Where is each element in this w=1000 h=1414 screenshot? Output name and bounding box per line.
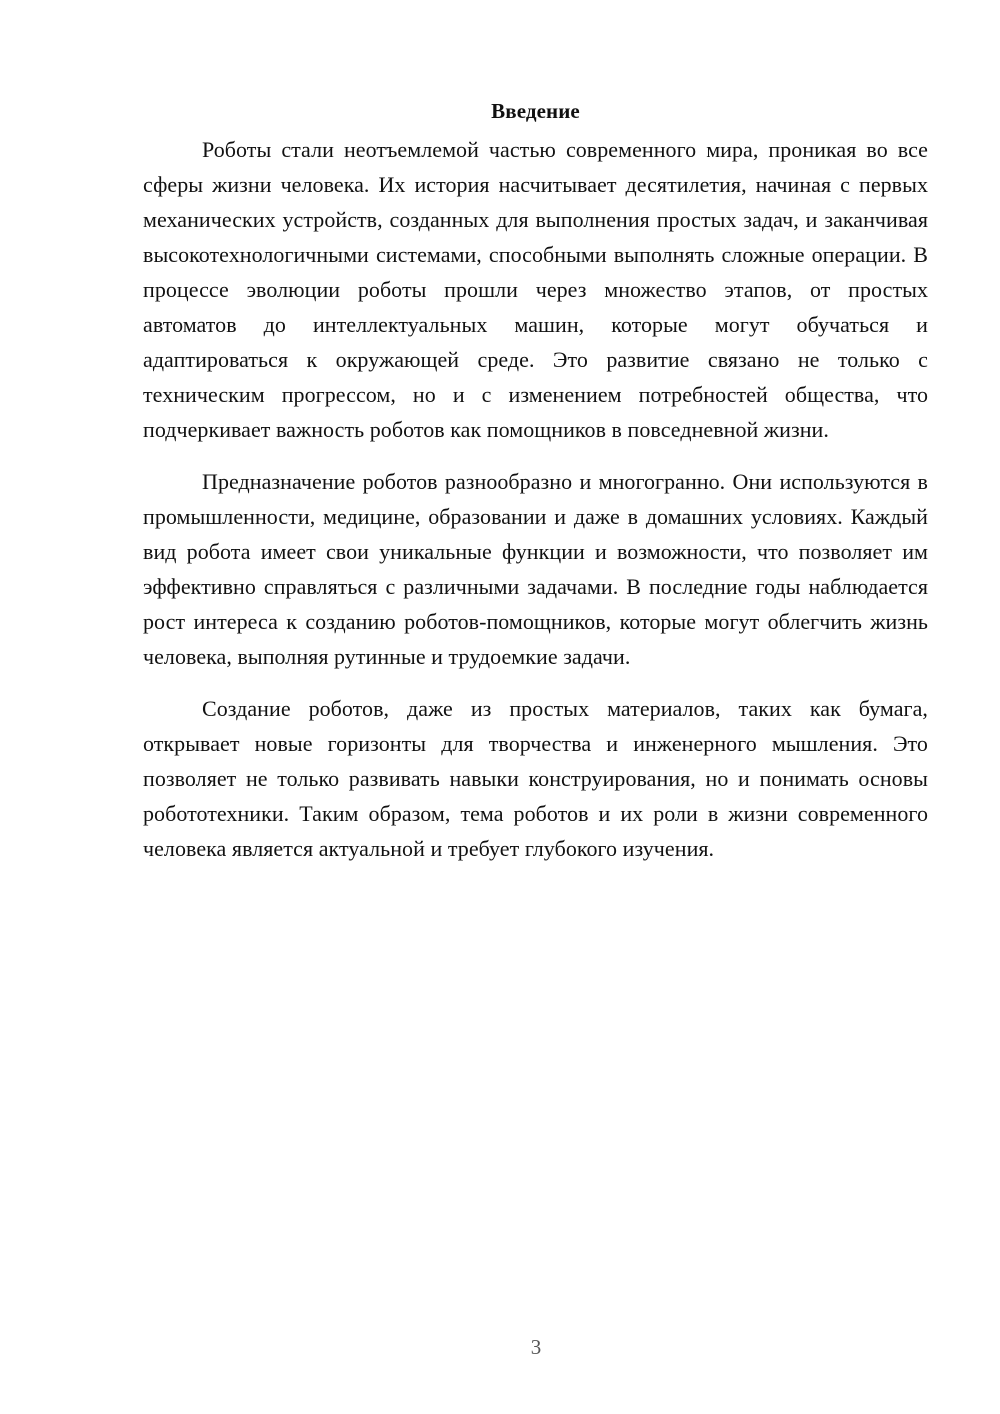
paragraph-3: Создание роботов, даже из простых материалов, таких как бумага, открывает новые горизонты для творчества и инженерного мышления. Это позволяет не только развивать навыки конструирования, но и понимать основы робототехники. Таким образом, тема роботов и их роли в жизни современного человека является актуальной и требует глубокого изучения. [143, 696, 928, 861]
paragraph-2: Предназначение роботов разнообразно и многогранно. Они используются в промышленности, медицине, образовании и даже в домашних условиях. Каждый вид робота имеет свои уникальные функции и возможности, что позволяет им эффективно справляться с различными задачами. В последние годы наблюдается рост интереса к созданию роботов-помощников, которые могут облегчить жизнь человека, выполняя рутинные и трудоемкие задачи. [143, 469, 928, 669]
document-body [143, 96, 928, 883]
page-number: 3 [530, 1335, 542, 1359]
paragraph-1: Роботы стали неотъемлемой частью современного мира, проникая во все сферы жизни человека. Их история насчитывает десятилетия, начиная с первых механических устройств, созданных для выполнения простых задач, и заканчивая высокотехнологичными системами, способными выполнять сложные операции. В процессе эволюции роботы прошли через множество этапов, от простых автоматов до интеллектуальных машин, которые могут обучаться и адаптироваться к окружающей среде. Это развитие связано не только с техническим прогрессом, но и с изменением потребностей общества, что подчеркивает важность роботов как помощников в повседневной жизни. [143, 137, 928, 442]
section-title: Введение [491, 99, 580, 123]
